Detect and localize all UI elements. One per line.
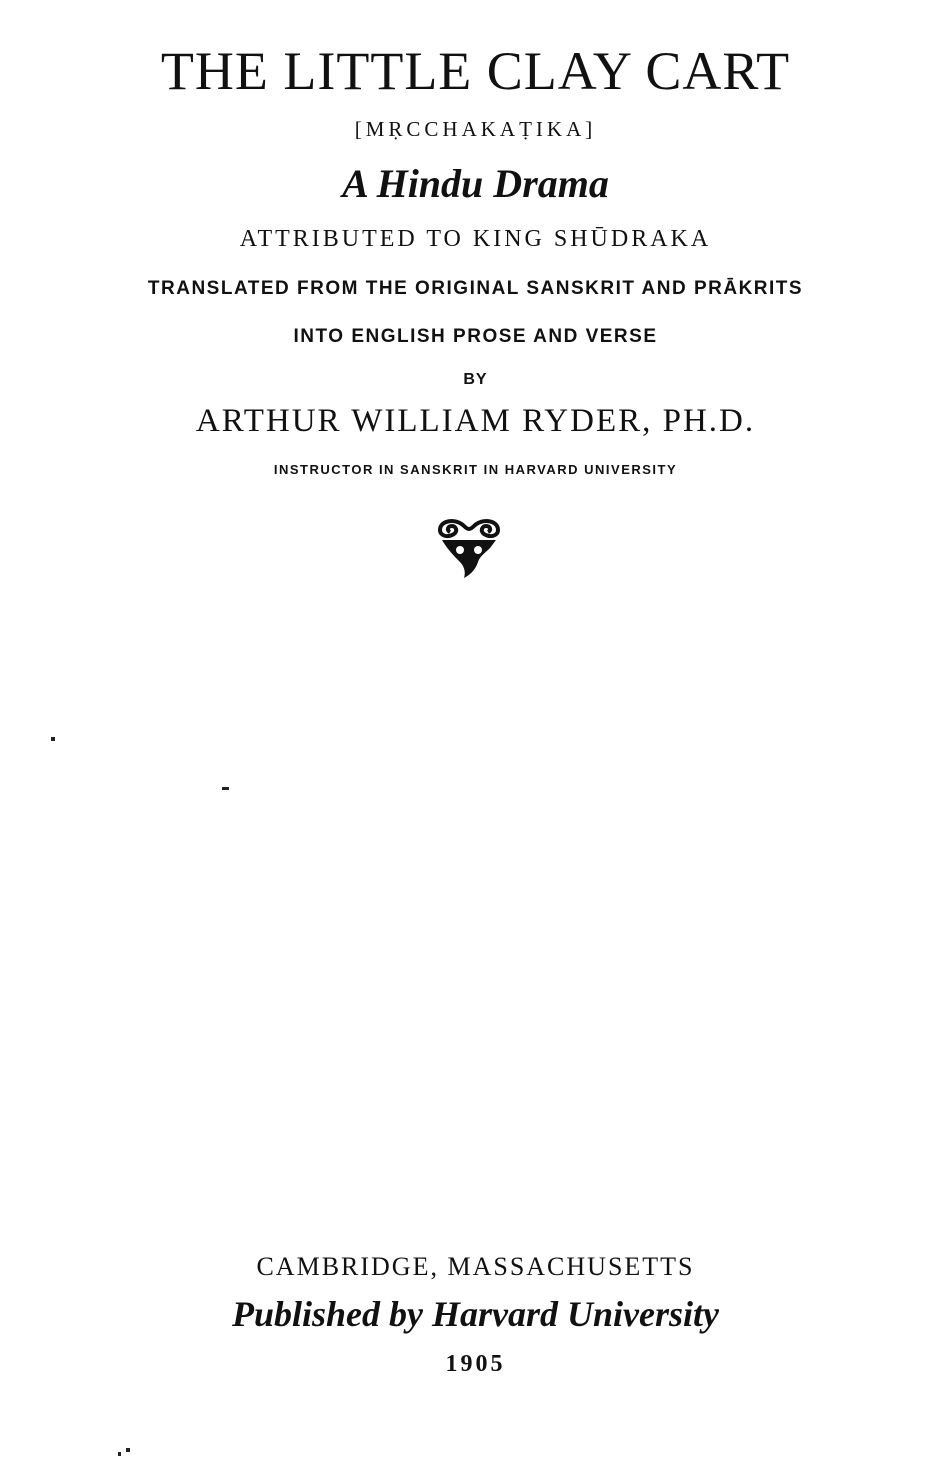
author-title: INSTRUCTOR IN SANSKRIT IN HARVARD UNIVERSITY (273, 462, 678, 477)
book-title: THE LITTLE CLAY CART (160, 41, 791, 101)
paper-speck (222, 787, 229, 790)
attribution-line: ATTRIBUTED TO KING SHŪDRAKA (239, 226, 712, 252)
imprint-year: 1905 (445, 1351, 506, 1377)
author-name: ARTHUR WILLIAM RYDER, PH.D. (195, 403, 756, 439)
translation-note: TRANSLATED FROM THE ORIGINAL SANSKRIT AND PRĀKRITS (147, 278, 804, 299)
genre-line: A Hindu Drama (342, 161, 609, 206)
by-line: BY (463, 371, 488, 388)
printers-ornament-icon (434, 516, 504, 582)
imprint-publisher: Published by Harvard University (232, 1294, 719, 1334)
translation-form: INTO ENGLISH PROSE AND VERSE (293, 326, 658, 347)
paper-speck (51, 737, 55, 741)
paper-speck (126, 1448, 130, 1452)
imprint-place: CAMBRIDGE, MASSACHUSETTS (256, 1252, 695, 1281)
paper-speck (118, 1452, 121, 1456)
sanskrit-title: [MṚCCHAKAṬIKA] (354, 117, 597, 141)
